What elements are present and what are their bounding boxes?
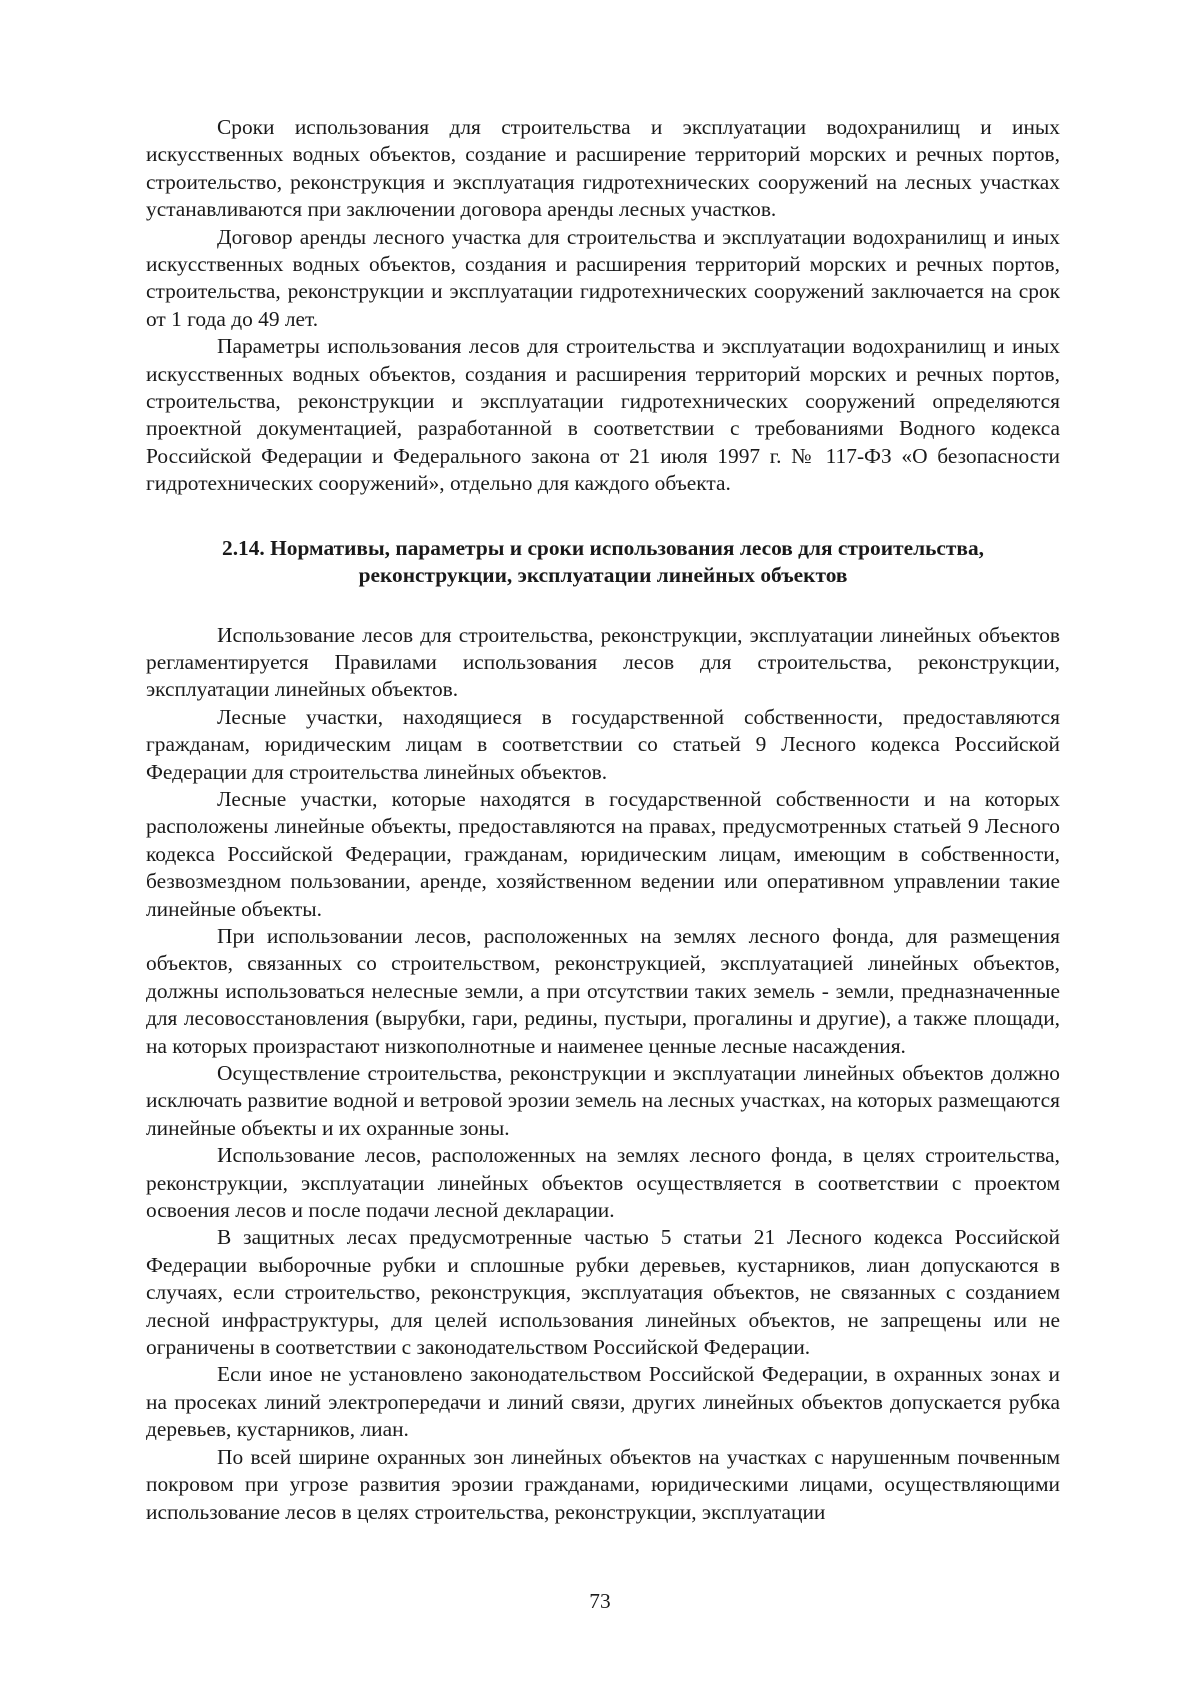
section-heading-line-1: 2.14. Нормативы, параметры и сроки использования лесов для строительства, xyxy=(222,535,984,560)
paragraph: Параметры использования лесов для строительства и эксплуатации водохранилищ и иных искусственных водных объектов, создания и расширения территорий морских и речных портов, строительства, реконструкции и эксплуатации гидротехнических сооружений определяются проектной документацией, разработанной в соответствии с требованиями Водного кодекса Российской Федерации и Федерального закона от 21 июля 1997 г. № 117-ФЗ «О безопасности гидротехнических сооружений», отдельно для каждого объекта. xyxy=(146,334,1060,496)
paragraph: Лесные участки, находящиеся в государственной собственности, предоставляются гражданам, юридическим лицам в соответствии со статьей 9 Лесного кодекса Российской Федерации для строительства линейных объектов. xyxy=(146,704,1060,784)
paragraph: Использование лесов для строительства, реконструкции, эксплуатации линейных объектов регламентируется Правилами использования лесов для строительства, реконструкции, эксплуатации линейных объектов. xyxy=(146,622,1060,702)
paragraph: Осуществление строительства, реконструкции и эксплуатации линейных объектов должно исключать развитие водной и ветровой эрозии земель на лесных участках, на которых размещаются линейные объекты и их охранные зоны. xyxy=(146,1061,1060,1140)
document-page xyxy=(146,114,1060,1526)
section-heading-line-2: реконструкции, эксплуатации линейных объектов xyxy=(358,563,848,588)
paragraph: Договор аренды лесного участка для строительства и эксплуатации водохранилищ и иных искусственных водных объектов, создания и расширения территорий морских и речных портов, строительства, реконструкции и эксплуатации гидротехнических сооружений заключается на срок от 1 года до 49 лет. xyxy=(146,224,1060,331)
section-heading xyxy=(146,535,1060,590)
page-number: 73 xyxy=(589,1589,611,1613)
paragraph: Если иное не установлено законодательством Российской Федерации, в охранных зонах и на просеках линий электропередачи и линий связи, других линейных объектов допускается рубка деревьев, кустарников, лиан. xyxy=(146,1362,1060,1442)
paragraph: По всей ширине охранных зон линейных объектов на участках с нарушенным почвенным покровом при угрозе развития эрозии гражданами, юридическими лицами, осуществляющими использование лесов в целях строительства, реконструкции, эксплуатации xyxy=(146,1444,1060,1524)
paragraph: В защитных лесах предусмотренные частью 5 статьи 21 Лесного кодекса Российской Федерации выборочные рубки и сплошные рубки деревьев, кустарников, лиан допускаются в случаях, если строительство, реконструкция, эксплуатация объектов, не связанных с созданием лесной инфраструктуры, для целей использования линейных объектов, не запрещены или не ограничены в соответствии с законодательством Российской Федерации. xyxy=(146,1225,1060,1360)
paragraph: Лесные участки, которые находятся в государственной собственности и на которых расположены линейные объекты, предоставляются на правах, предусмотренных статьей 9 Лесного кодекса Российской Федерации, гражданам, юридическим лицам, имеющим в собственности, безвозмездном пользовании, аренде, хозяйственном ведении или оперативном управлении такие линейные объекты. xyxy=(146,786,1060,921)
paragraph: Сроки использования для строительства и эксплуатации водохранилищ и иных искусственных водных объектов, создание и расширение территорий морских и речных портов, строительство, реконструкция и эксплуатация гидротехнических сооружений на лесных участках устанавливаются при заключении договора аренды лесных участков. xyxy=(146,115,1060,222)
paragraph: Использование лесов, расположенных на землях лесного фонда, в целях строительства, реконструкции, эксплуатации линейных объектов осуществляется в соответствии с проектом освоения лесов и после подачи лесной декларации. xyxy=(146,1143,1060,1223)
paragraph: При использовании лесов, расположенных на землях лесного фонда, для размещения объектов, связанных со строительством, реконструкцией, эксплуатацией линейных объектов, должны использоваться нелесные земли, а при отсутствии таких земель - земли, предназначенные для лесовосстановления (вырубки, гари, редины, пустыри, прогалины и другие), а также площади, на которых произрастают низкополнотные и наименее ценные лесные насаждения. xyxy=(146,923,1060,1058)
